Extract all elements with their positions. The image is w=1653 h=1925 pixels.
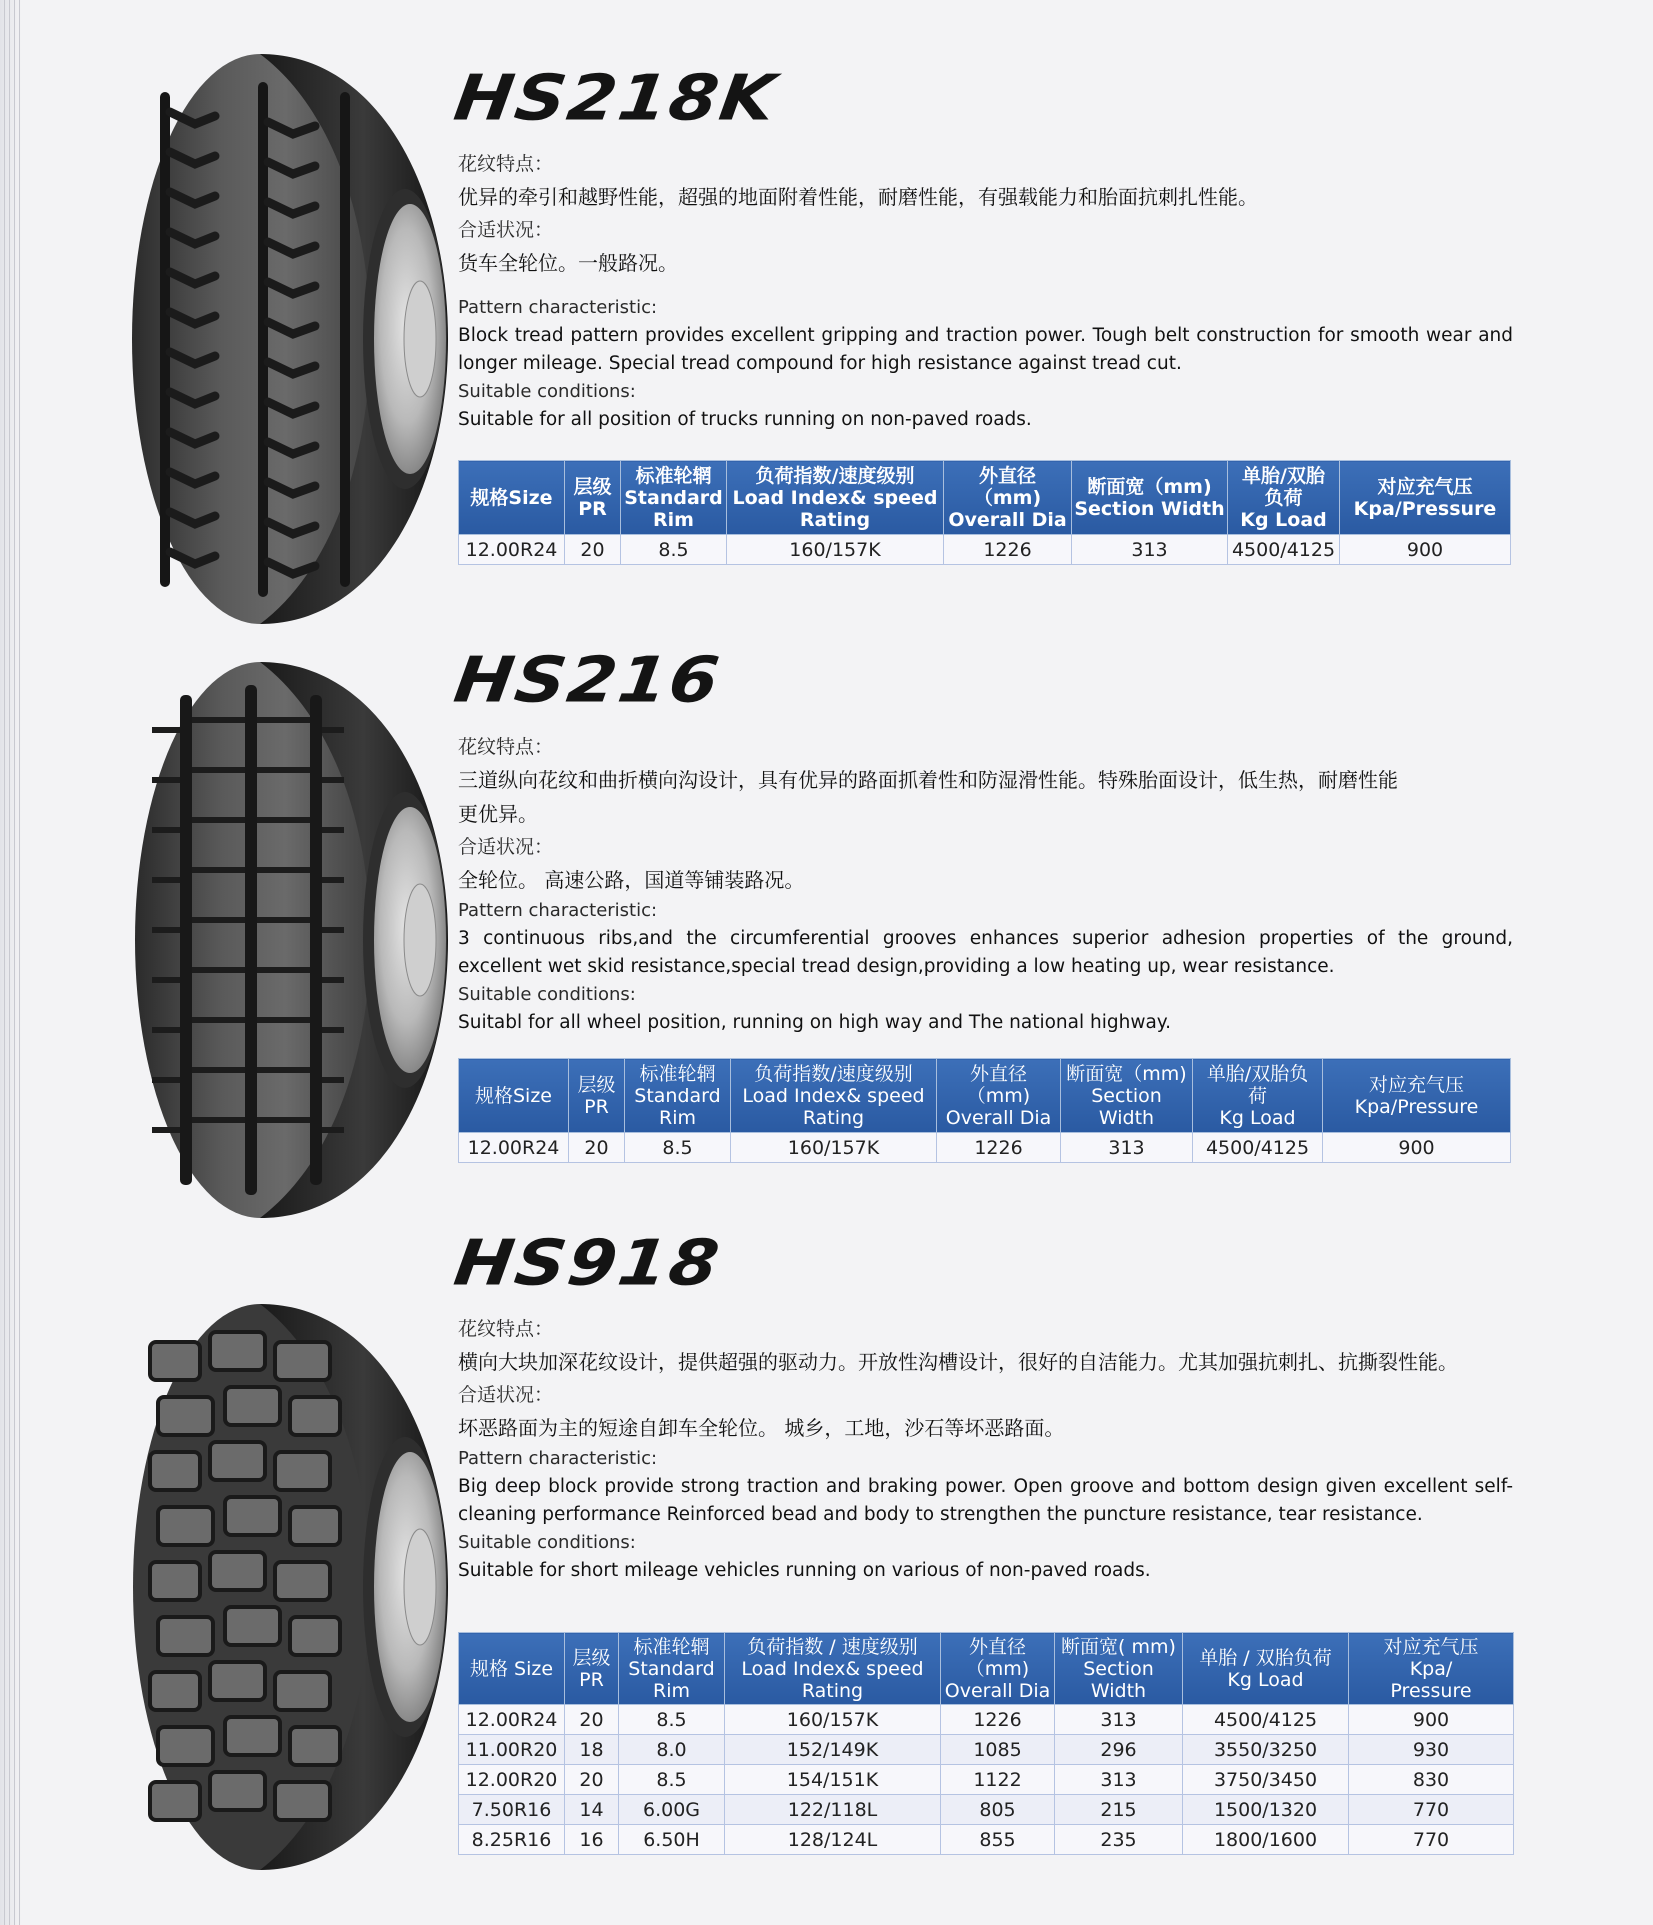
- zh-pattern-heading: 花纹特点：: [458, 153, 554, 175]
- en-pattern-heading: Pattern characteristic:: [458, 900, 658, 921]
- col-header-kg-load: 单胎/双胎负 荷 Kg Load: [1193, 1059, 1323, 1133]
- cell-pr: 20: [565, 1705, 619, 1735]
- cell-kg-load: 4500/4125: [1183, 1705, 1349, 1735]
- cell-size: 8.25R16: [459, 1825, 565, 1855]
- cell-pr: 20: [565, 1765, 619, 1795]
- en-pattern-text: Big deep block provide strong traction and braking power. Open groove and bottom design given excellent self-cleaning performance Reinforced bead and body to strengthen the puncture resistance, tear resistance.: [458, 1476, 1513, 1525]
- col-header-pr: 层级 PR: [569, 1059, 625, 1133]
- cell-load-index: 154/151K: [725, 1765, 941, 1795]
- cell-load-index: 160/157K: [731, 1133, 937, 1163]
- col-header-section-width: 断面宽（mm) Section Width: [1061, 1059, 1193, 1133]
- tire-image: [130, 1302, 450, 1876]
- product-description: [458, 731, 1513, 1037]
- page-edge: [0, 0, 22, 1925]
- table-row: [459, 1795, 1514, 1825]
- cell-pressure: 830: [1349, 1765, 1514, 1795]
- col-header-pr: 层级 PR: [565, 1633, 619, 1705]
- col-header-overall-dia: 外直径 （mm) Overall Dia: [944, 461, 1072, 535]
- table-row: [459, 1735, 1514, 1765]
- cell-kg-load: 1800/1600: [1183, 1825, 1349, 1855]
- table-row: [459, 1765, 1514, 1795]
- cell-load-index: 160/157K: [725, 1705, 941, 1735]
- en-pattern-text: Block tread pattern provides excellent gripping and traction power. Tough belt construction for smooth wear and longer mileage. Special tread compound for high resistance against tread cut.: [458, 325, 1513, 374]
- col-header-kg-load: 单胎/双胎 负荷 Kg Load: [1228, 461, 1340, 535]
- product-model-title: HS216: [449, 643, 726, 717]
- cell-pr: 16: [565, 1825, 619, 1855]
- col-header-pressure: 对应充气压 Kpa/Pressure: [1323, 1059, 1511, 1133]
- zh-pattern-text: 优异的牵引和越野性能，超强的地面附着性能，耐磨性能，有强载能力和胎面抗刺扎性能。: [458, 185, 1258, 209]
- tire-image: [130, 52, 450, 631]
- cell-rim: 6.50H: [619, 1825, 725, 1855]
- cell-kg-load: 3550/3250: [1183, 1735, 1349, 1765]
- zh-pattern-heading: 花纹特点：: [458, 736, 554, 758]
- table-row: [459, 535, 1511, 565]
- cell-pressure: 900: [1340, 535, 1511, 565]
- cell-rim: 8.0: [619, 1735, 725, 1765]
- cell-load-index: 128/124L: [725, 1825, 941, 1855]
- cell-size: 12.00R24: [459, 1133, 569, 1163]
- zh-suitable-text: 货车全轮位。一般路况。: [458, 251, 678, 275]
- col-header-load-index: 负荷指数/速度级别 Load Index& speed Rating: [727, 461, 944, 535]
- spec-table: [458, 1632, 1514, 1855]
- cell-pressure: 900: [1323, 1133, 1511, 1163]
- cell-pressure: 930: [1349, 1735, 1514, 1765]
- cell-pressure: 770: [1349, 1825, 1514, 1855]
- cell-load-index: 160/157K: [727, 535, 944, 565]
- en-suitable-text: Suitable for short mileage vehicles running on various of non-paved roads.: [458, 1560, 1151, 1581]
- table-header-row: [459, 1059, 1511, 1133]
- en-pattern-heading: Pattern characteristic:: [458, 1448, 658, 1469]
- cell-overall-dia: 1085: [941, 1735, 1055, 1765]
- col-header-overall-dia: 外直径 （mm) Overall Dia: [941, 1633, 1055, 1705]
- cell-size: 12.00R24: [459, 535, 565, 565]
- tire-image: [130, 660, 450, 1224]
- col-header-size: 规格Size: [459, 1059, 569, 1133]
- cell-rim: 8.5: [619, 1765, 725, 1795]
- col-header-rim: 标准轮辋 Standard Rim: [621, 461, 727, 535]
- zh-pattern-text-line2: 更优异。: [458, 802, 538, 826]
- cell-kg-load: 3750/3450: [1183, 1765, 1349, 1795]
- cell-section-width: 313: [1072, 535, 1228, 565]
- en-suitable-text: Suitabl for all wheel position, running on high way and The national highway.: [458, 1012, 1171, 1033]
- cell-pr: 14: [565, 1795, 619, 1825]
- cell-rim: 8.5: [625, 1133, 731, 1163]
- cell-section-width: 313: [1055, 1765, 1183, 1795]
- cell-overall-dia: 1226: [944, 535, 1072, 565]
- cell-overall-dia: 1226: [941, 1705, 1055, 1735]
- col-header-size: 规格Size: [459, 461, 565, 535]
- cell-section-width: 313: [1055, 1705, 1183, 1735]
- col-header-size: 规格 Size: [459, 1633, 565, 1705]
- cell-section-width: 235: [1055, 1825, 1183, 1855]
- cell-rim: 8.5: [619, 1705, 725, 1735]
- spec-table: [458, 460, 1511, 565]
- zh-pattern-text-line1: 三道纵向花纹和曲折横向沟设计，具有优异的路面抓着性和防湿滑性能。特殊胎面设计，低生热，耐磨性能: [458, 768, 1398, 792]
- table-header-row: [459, 461, 1511, 535]
- en-pattern-text: 3 continuous ribs,and the circumferential grooves enhances superior adhesion properties of the ground, excellent wet skid resistance,special tread design,providing a low heating up, wear resistance.: [458, 928, 1513, 977]
- zh-pattern-text: 横向大块加深花纹设计，提供超强的驱动力。开放性沟槽设计，很好的自洁能力。尤其加强抗刺扎、抗撕裂性能。: [458, 1350, 1458, 1374]
- cell-section-width: 215: [1055, 1795, 1183, 1825]
- cell-kg-load: 4500/4125: [1193, 1133, 1323, 1163]
- cell-kg-load: 1500/1320: [1183, 1795, 1349, 1825]
- cell-rim: 8.5: [621, 535, 727, 565]
- cell-section-width: 296: [1055, 1735, 1183, 1765]
- cell-pr: 20: [569, 1133, 625, 1163]
- product-description: [458, 1313, 1513, 1585]
- cell-overall-dia: 1226: [937, 1133, 1061, 1163]
- col-header-pr: 层级 PR: [565, 461, 621, 535]
- cell-size: 12.00R24: [459, 1705, 565, 1735]
- en-suitable-heading: Suitable conditions:: [458, 1532, 636, 1553]
- zh-suitable-heading: 合适状况：: [458, 836, 554, 858]
- zh-suitable-heading: 合适状况：: [458, 219, 554, 241]
- col-header-rim: 标准轮辋 Standard Rim: [625, 1059, 731, 1133]
- zh-suitable-text: 全轮位。 高速公路，国道等铺装路况。: [458, 868, 805, 892]
- cell-overall-dia: 1122: [941, 1765, 1055, 1795]
- cell-size: 12.00R20: [459, 1765, 565, 1795]
- cell-load-index: 152/149K: [725, 1735, 941, 1765]
- product-description: [458, 148, 1513, 434]
- cell-pressure: 770: [1349, 1795, 1514, 1825]
- zh-pattern-heading: 花纹特点：: [458, 1318, 554, 1340]
- cell-section-width: 313: [1061, 1133, 1193, 1163]
- en-suitable-heading: Suitable conditions:: [458, 381, 636, 402]
- col-header-section-width: 断面宽( mm) Section Width: [1055, 1633, 1183, 1705]
- cell-kg-load: 4500/4125: [1228, 535, 1340, 565]
- cell-size: 11.00R20: [459, 1735, 565, 1765]
- col-header-load-index: 负荷指数/速度级别 Load Index& speed Rating: [731, 1059, 937, 1133]
- cell-pr: 18: [565, 1735, 619, 1765]
- zh-suitable-text: 坏恶路面为主的短途自卸车全轮位。 城乡，工地，沙石等坏恶路面。: [458, 1416, 1065, 1440]
- col-header-section-width: 断面宽（mm) Section Width: [1072, 461, 1228, 535]
- cell-overall-dia: 855: [941, 1825, 1055, 1855]
- col-header-overall-dia: 外直径 （mm) Overall Dia: [937, 1059, 1061, 1133]
- col-header-pressure: 对应充气压 Kpa/Pressure: [1340, 461, 1511, 535]
- cell-rim: 6.00G: [619, 1795, 725, 1825]
- table-header-row: [459, 1633, 1514, 1705]
- en-suitable-heading: Suitable conditions:: [458, 984, 636, 1005]
- product-model-title: HS918: [449, 1226, 726, 1300]
- spec-table: [458, 1058, 1511, 1163]
- product-model-title: HS218K: [449, 61, 782, 135]
- zh-suitable-heading: 合适状况：: [458, 1384, 554, 1406]
- col-header-pressure: 对应充气压 Kpa/ Pressure: [1349, 1633, 1514, 1705]
- en-suitable-text: Suitable for all position of trucks running on non-paved roads.: [458, 409, 1032, 430]
- col-header-load-index: 负荷指数 / 速度级别 Load Index& speed Rating: [725, 1633, 941, 1705]
- table-row: [459, 1133, 1511, 1163]
- col-header-rim: 标准轮辋 Standard Rim: [619, 1633, 725, 1705]
- cell-size: 7.50R16: [459, 1795, 565, 1825]
- table-row: [459, 1825, 1514, 1855]
- cell-overall-dia: 805: [941, 1795, 1055, 1825]
- cell-pressure: 900: [1349, 1705, 1514, 1735]
- cell-load-index: 122/118L: [725, 1795, 941, 1825]
- cell-pr: 20: [565, 535, 621, 565]
- en-pattern-heading: Pattern characteristic:: [458, 297, 658, 318]
- col-header-kg-load: 单胎 / 双胎负荷 Kg Load: [1183, 1633, 1349, 1705]
- table-row: [459, 1705, 1514, 1735]
